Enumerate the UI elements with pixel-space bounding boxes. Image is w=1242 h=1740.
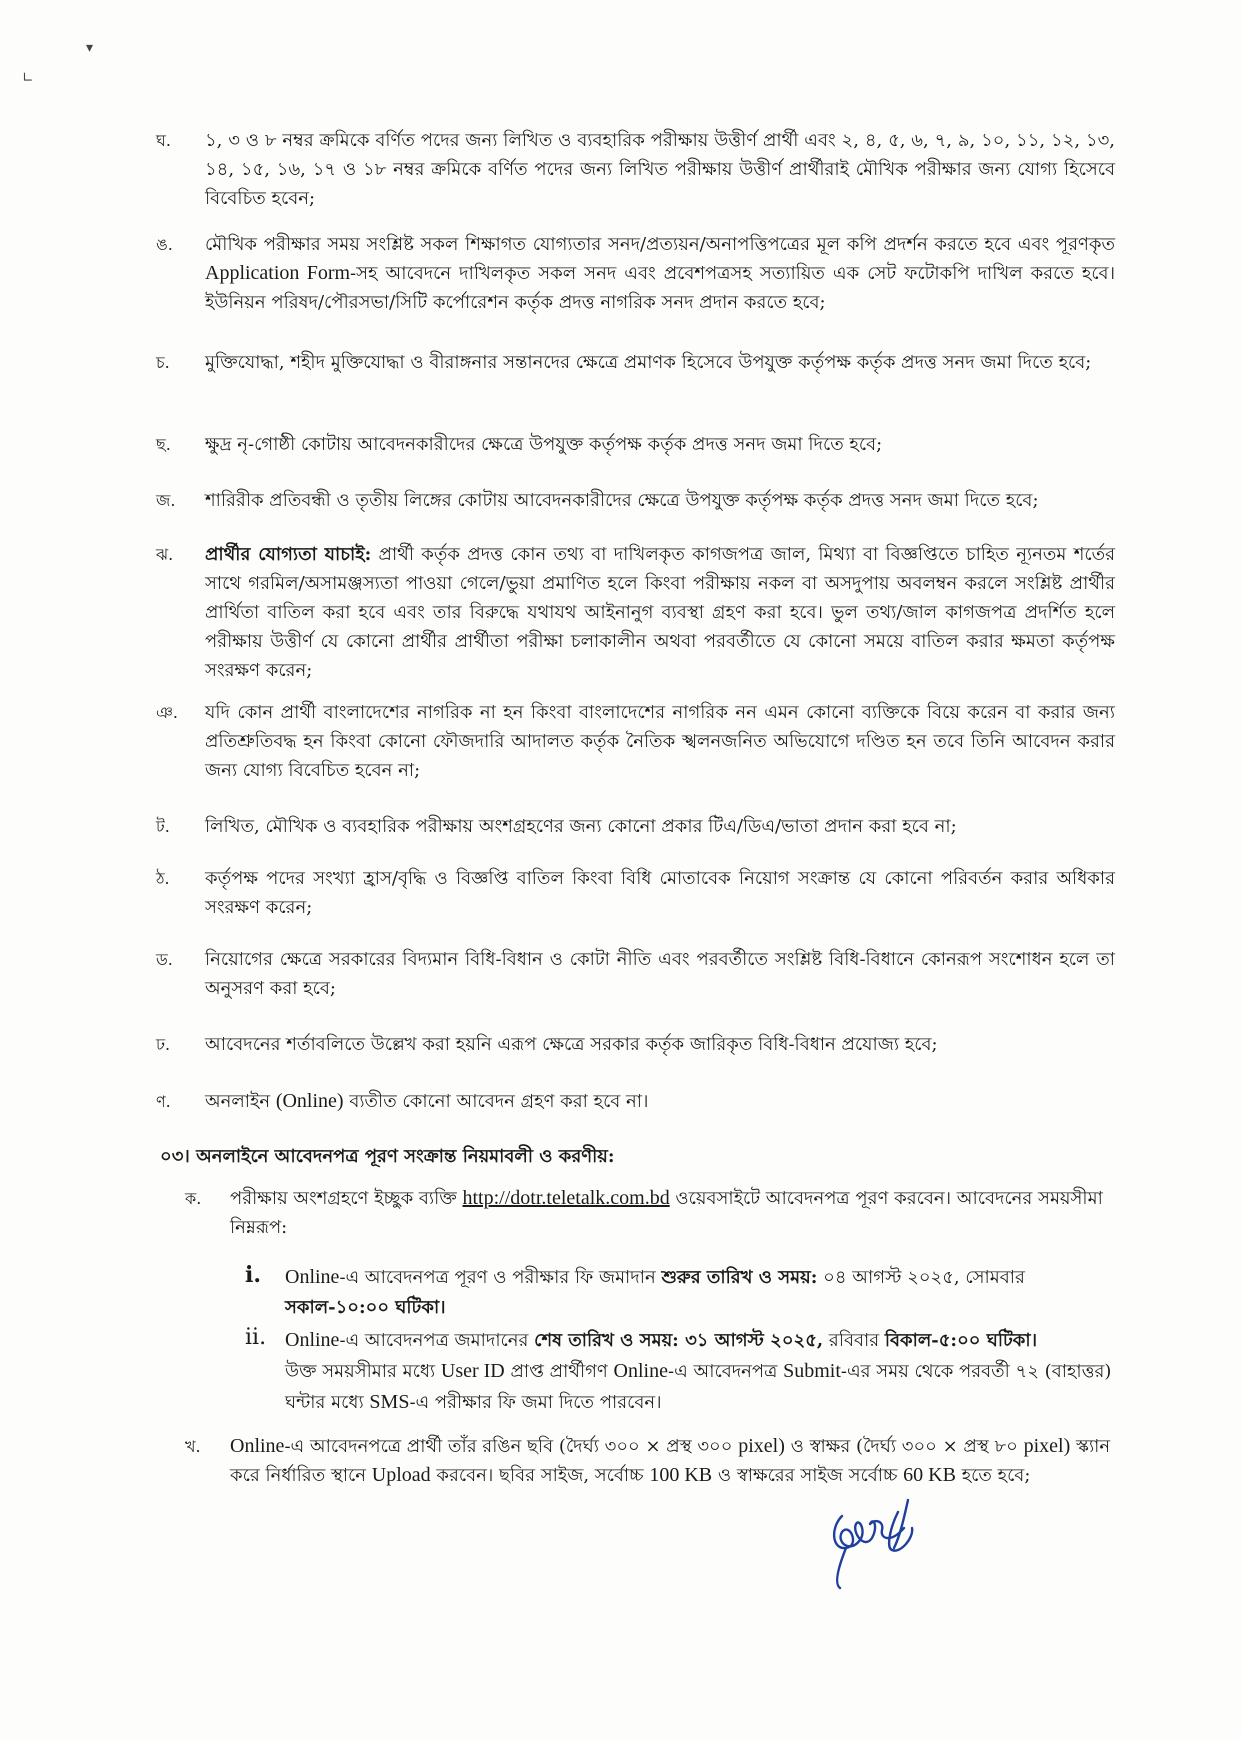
clause-marker: জ. <box>156 491 176 510</box>
sub-clause-ka <box>185 1184 1115 1242</box>
clause-marker: ড. <box>156 950 173 969</box>
clause-jha <box>156 540 1115 685</box>
website-link[interactable]: http://dotr.teletalk.com.bd <box>462 1187 670 1209</box>
clause-text: কর্তৃপক্ষ পদের সংখ্যা হ্রাস/বৃদ্ধি ও বিজ্ঞপ্তি বাতিল কিংবা বিধি মোতাবেক নিয়োগ সংক্রান্ত যে কোনো পরিবর্তন করার অধিকার সংরক্ষণ করেন; <box>205 868 1115 918</box>
clause-gha <box>156 126 1115 213</box>
sub-clause-kha <box>185 1432 1115 1490</box>
clause-ja <box>156 486 1115 515</box>
clause-marker: ণ. <box>156 1092 171 1111</box>
clause-dha <box>156 1030 1115 1059</box>
clause-ta <box>156 812 1115 841</box>
clause-marker: ঠ. <box>156 869 170 888</box>
clause-cha <box>156 348 1115 377</box>
clause-marker: খ. <box>185 1437 201 1456</box>
clause-marker: ঝ. <box>156 545 174 564</box>
clause-text: মৌখিক পরীক্ষার সময় সংশ্লিষ্ট সকল শিক্ষাগত যোগ্যতার সনদ/প্রত্যয়ন/অনাপত্তিপত্রের মূল কপি প্রদর্শন করতে হবে এবং পূরণকৃত Application Form-সহ আবেদনে দাখিলকৃত সকল সনদ এবং প্রবেশপত্রসহ সত্যায়িত এক সেট ফটোকপি দাখিল করতে হবে। ইউনিয়ন পরিষদ/পৌরসভা/সিটি কর্পোরেশন কর্তৃক প্রদত্ত নাগরিক সনদ প্রদান করতে হবে; <box>205 234 1116 313</box>
clause-text: ১, ৩ ও ৮ নম্বর ক্রমিকে বর্ণিত পদের জন্য লিখিত ও ব্যবহারিক পরীক্ষায় উত্তীর্ণ প্রার্থী এবং ২, ৪, ৫, ৬, ৭, ৯, ১০, ১১, ১২, ১৩, ১৪, ১৫, ১৬, ১৭ ও ১৮ নম্বর ক্রমিকে বর্ণিত পদের জন্য লিখিত পরীক্ষায় উত্তীর্ণ প্রার্থীরাই মৌখিক পরীক্ষার জন্য যোগ্য হিসেবে বিবেচিত হবেন; <box>205 130 1115 209</box>
clause-da <box>156 945 1115 1003</box>
clause-chha <box>156 430 1115 459</box>
signature-image <box>820 1488 925 1593</box>
clause-text: অনলাইন (Online) ব্যতীত কোনো আবেদন গ্রহণ করা হবে না। <box>205 1090 649 1112</box>
clause-marker: ট. <box>156 817 170 836</box>
schedule-end-text: Online-এ আবেদনপত্র জমাদানের শেষ তারিখ ও সময়: ৩১ আগস্ট ২০২৫, রবিবার বিকাল-৫:০০ ঘটিকা। উক্ত সময়সীমার মধ্যে User ID প্রাপ্ত প্রার্থীগণ Online-এ আবেদনপত্র Submit-এর সময় থেকে পরবর্তী ৭২ (বাহাত্তর) ঘন্টার মধ্যে SMS-এ পরীক্ষার ফি জমা দিতে পারবেন। <box>285 1329 1112 1413</box>
clause-nna <box>156 1087 1115 1116</box>
scan-speck: ▾ <box>86 40 94 56</box>
clause-text: যদি কোন প্রার্থী বাংলাদেশের নাগরিক না হন কিংবা বাংলাদেশের নাগরিক নন এমন কোনো ব্যক্তিকে বিয়ে করেন বা করার জন্য প্রতিশ্রুতিবদ্ধ হন কিংবা কোনো ফৌজদারি আদালত কর্তৃক নৈতিক স্খলনজনিত অভিযোগে দণ্ডিত হন তবে তিনি আবেদন করার জন্য যোগ্য বিবেচিত হবেন না; <box>205 702 1115 781</box>
schedule-start <box>245 1262 1115 1323</box>
clause-marker: ক. <box>185 1189 202 1208</box>
section-heading: ০৩। অনলাইনে আবেদনপত্র পূরণ সংক্রান্ত নিয়মাবলী ও করণীয়: <box>160 1146 615 1167</box>
schedule-end <box>245 1325 1115 1418</box>
clause-marker: ঞ. <box>156 703 178 722</box>
clause-text: শারিরীক প্রতিবন্ধী ও তৃতীয় লিঙ্গের কোটায় আবেদনকারীদের ক্ষেত্রে উপযুক্ত কর্তৃপক্ষ কর্তৃক প্রদত্ত সনদ জমা দিতে হবে; <box>205 490 1039 511</box>
roman-marker: ii. <box>245 1325 267 1350</box>
clause-text: আবেদনের শর্তাবলিতে উল্লেখ করা হয়নি এরূপ ক্ষেত্রে সরকার কর্তৃক জারিকৃত বিধি-বিধান প্রযোজ্য হবে; <box>205 1034 938 1055</box>
clause-text: পরীক্ষায় অংশগ্রহণে ইচ্ছুক ব্যক্তি http://dotr.teletalk.com.bd ওয়েবসাইটে আবেদনপত্র পূরণ করবেন। আবেদনের সময়সীমা নিম্নরূপ: <box>230 1187 1103 1238</box>
clause-marker: চ. <box>156 353 170 372</box>
clause-tha <box>156 864 1115 922</box>
clause-marker: ঘ. <box>156 131 171 150</box>
clause-nya <box>156 698 1115 785</box>
clause-marker: ছ. <box>156 435 171 454</box>
clause-text: Online-এ আবেদনপত্রে প্রার্থী তাঁর রঙিন ছবি (দৈর্ঘ্য ৩০০ × প্রস্থ ৩০০ pixel) ও স্বাক্ষর (দৈর্ঘ্য ৩০০ × প্রস্থ ৮০ pixel) স্ক্যান করে নির্ধারিত স্থানে Upload করবেন। ছবির সাইজ, সর্বোচ্চ 100 KB ও স্বাক্ষরের সাইজ সর্বোচ্চ 60 KB হতে হবে; <box>230 1435 1111 1486</box>
clause-umo <box>156 230 1116 317</box>
schedule-start-text: Online-এ আবেদনপত্র পূরণ ও পরীক্ষার ফি জমাদান শুরুর তারিখ ও সময়: ০৪ আগস্ট ২০২৫, সোমবার সকাল-১০:০০ ঘটিকা। <box>285 1266 1025 1318</box>
clause-text: প্রার্থীর যোগ্যতা যাচাই: প্রার্থী কর্তৃক প্রদত্ত কোন তথ্য বা দাখিলকৃত কাগজপত্র জাল, মিথ্যা বা বিজ্ঞপ্তিতে চাহিত ন্যূনতম শর্তের সাথে গরমিল/অসামঞ্জস্যতা পাওয়া গেলে/ভুয়া প্রমাণিত হলে কিংবা পরীক্ষায় নকল বা অসদুপায় অবলম্বন করলে সংশ্লিষ্ট প্রার্থীর প্রার্থিতা বাতিল করা হবে এবং তার বিরুদ্ধে যথাযথ আইনানুগ ব্যবস্থা গ্রহণ করা হবে। ভুল তথ্য/জাল কাগজপত্র প্রদর্শিত হলে পরীক্ষায় উত্তীর্ণ যে কোনো প্রার্থীর প্রার্থীতা পরীক্ষা চলাকালীন অথবা পরবর্তীতে যে কোনো সময়ে বাতিল করার ক্ষমতা কর্তৃপক্ষ সংরক্ষণ করেন; <box>205 544 1115 681</box>
clause-text: লিখিত, মৌখিক ও ব্যবহারিক পরীক্ষায় অংশগ্রহণের জন্য কোনো প্রকার টিএ/ডিএ/ভাতা প্রদান করা হবে না; <box>205 816 957 837</box>
scan-speck: ∟ <box>22 70 34 86</box>
clause-marker: ঢ. <box>156 1035 171 1054</box>
clause-text: নিয়োগের ক্ষেত্রে সরকারের বিদ্যমান বিধি-বিধান ও কোটা নীতি এবং পরবর্তীতে সংশ্লিষ্ট বিধি-বিধানে কোনরূপ সংশোধন হলে তা অনুসরণ করা হবে; <box>205 949 1115 999</box>
clause-text: ক্ষুদ্র নৃ-গোষ্ঠী কোটায় আবেদনকারীদের ক্ষেত্রে উপযুক্ত কর্তৃপক্ষ কর্তৃক প্রদত্ত সনদ জমা দিতে হবে; <box>205 434 883 455</box>
roman-marker: i. <box>245 1262 262 1288</box>
clause-marker: ঙ. <box>156 235 173 254</box>
clause-text: মুক্তিযোদ্ধা, শহীদ মুক্তিযোদ্ধা ও বীরাঙ্গনার সন্তানদের ক্ষেত্রে প্রমাণক হিসেবে উপযুক্ত কর্তৃপক্ষ কর্তৃক প্রদত্ত সনদ জমা দিতে হবে; <box>205 352 1092 373</box>
